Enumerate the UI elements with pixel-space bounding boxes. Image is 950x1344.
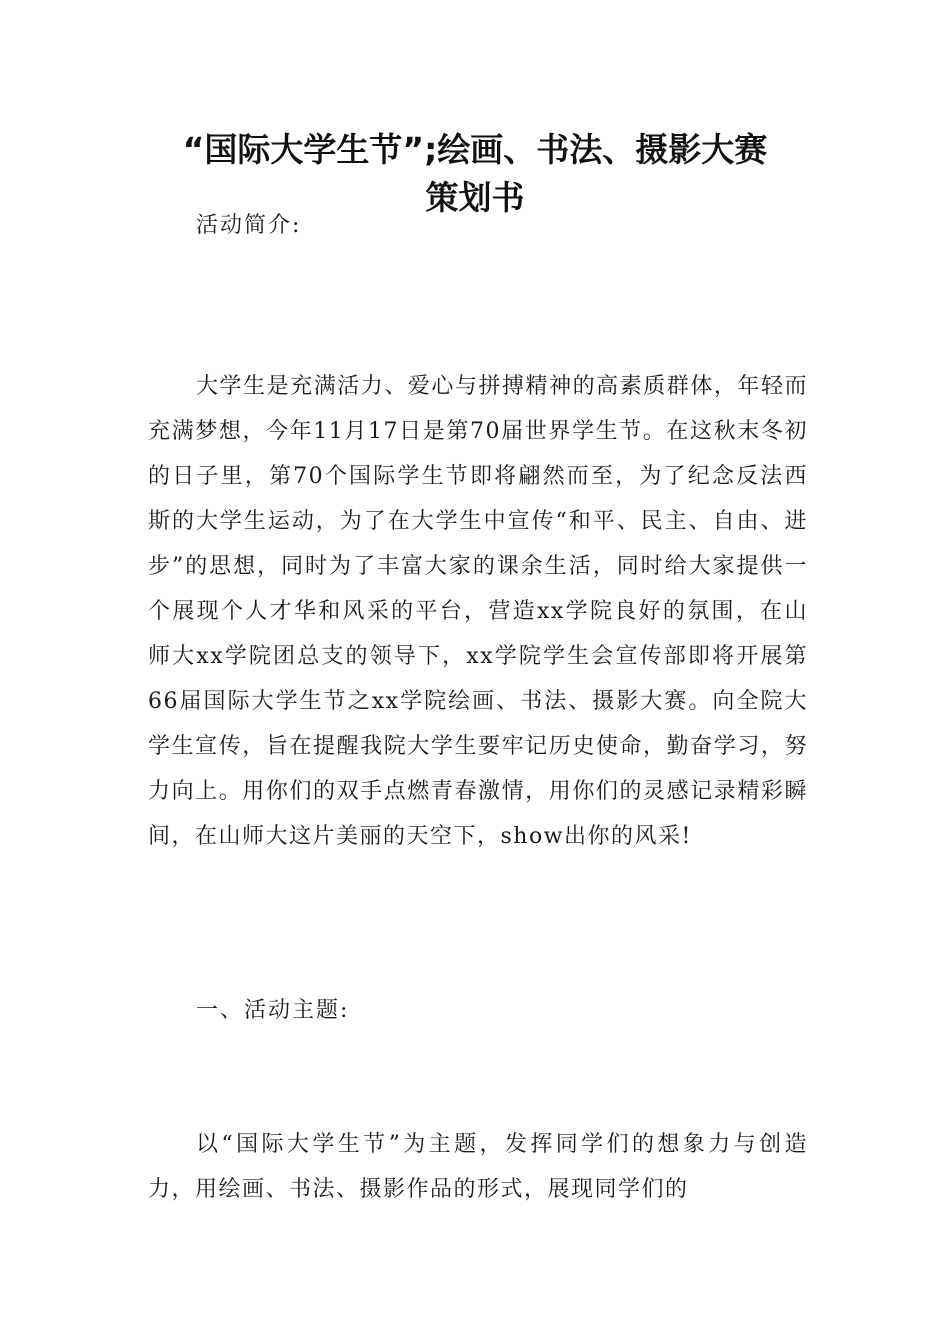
section-1-heading: 一、活动主题: (196, 998, 350, 1023)
intro-paragraph: 大学生是充满活力、爱心与拼搏精神的高素质群体，年轻而充满梦想，今年11月17日是第70届世界学生节。在这秋末冬初的日子里，第70个国际学生节即将翩然而至，为了纪念反法西斯的大学生运动，为了在大学生中宣传“和平、民主、自由、进步”的思想，同时为了丰富大家的课余生活，同时给大家提供一个展现个人才华和风采的平台，营造xx学院良好的氛围，在山师大xx学院团总支的领导下，xx学院学生会宣传部即将开展第66届国际大学生节之xx学院绘画、书法、摄影大赛。向全院大学生宣传，旨在提醒我院大学生要牢记历史使命，勤奋学习，努力向上。用你们的双手点燃青春激情，用你们的灵感记录精彩瞬间，在山师大这片美丽的天空下，show出你的风采! (148, 374, 808, 849)
section-1-paragraph: 以“国际大学生节”为主题，发挥同学们的想象力与创造力，用绘画、书法、摄影作品的形式，展现同学们的 (148, 1132, 808, 1202)
document-title (0, 126, 950, 222)
intro-label: 活动简介: (196, 213, 302, 238)
title-line-1: “国际大学生节”;绘画、书法、摄影大赛 (182, 130, 768, 169)
title-line-2: 策划书 (425, 178, 525, 217)
